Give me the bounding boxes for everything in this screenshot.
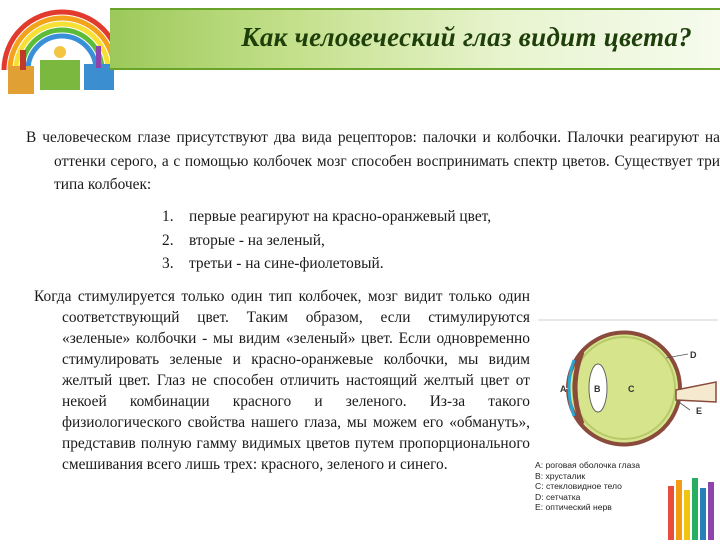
header-bar <box>110 8 720 70</box>
legend-item: C: стекловидное тело <box>535 481 622 492</box>
list-number: 2. <box>162 231 174 249</box>
list-text: третьи - на сине-фиолетовый. <box>189 255 384 272</box>
list-item <box>162 205 491 229</box>
legend-item: D: сетчатка <box>535 491 581 502</box>
list-text: первые реагируют на красно-оранжевый цвет, <box>189 208 492 225</box>
list-number: 1. <box>162 208 174 225</box>
list-item <box>162 252 491 276</box>
page-title: Как человеческий глаз видит цвета? <box>241 22 692 52</box>
label-c: C <box>628 384 635 394</box>
list-item <box>162 229 491 253</box>
legend-item: B: хрусталик <box>535 470 586 481</box>
label-a: A <box>560 384 567 394</box>
label-d: D <box>690 350 697 360</box>
cone-types-list <box>162 205 491 276</box>
list-text: вторые - на зеленый, <box>189 231 325 249</box>
detail-paragraph: Когда стимулируется только один тип колбочек, мозг видит только один соответствующий цвет. Таким образом, если стимулируются «зеленые» колбочки - мы видим «зеленый» цвет. Если одновременно стимулировать зеленые и красно-оранжевые колбочки, мы видим желтый цвет. Глаз не способен отличить настоящий желтый цвет от некоей комбинации красного и зеленого. Из-за такого физиологического свойства нашего глаза, мы можем его «обмануть», представив полную гамму видимых цветов путем пропорционального смешивания всего лишь трех: красного, зеленого и синего. <box>34 288 530 473</box>
legend-item: A: роговая оболочка глаза <box>535 460 641 470</box>
eye-illustration <box>538 316 718 456</box>
label-e: E <box>696 406 703 416</box>
list-number: 3. <box>162 255 174 272</box>
label-b: B <box>594 384 601 394</box>
eye-legend <box>535 460 640 513</box>
intro-paragraph: В человеческом глазе присутствуют два вида рецепторов: палочки и колбочки. Палочки реагируют на оттенки серого, а с помощью колбочек мозг способен воспринимать спектр цветов. Существует три типа колбочек: <box>26 129 720 193</box>
decorative-pencils-icon <box>662 472 720 540</box>
legend-item: E: оптический нерв <box>535 502 612 513</box>
